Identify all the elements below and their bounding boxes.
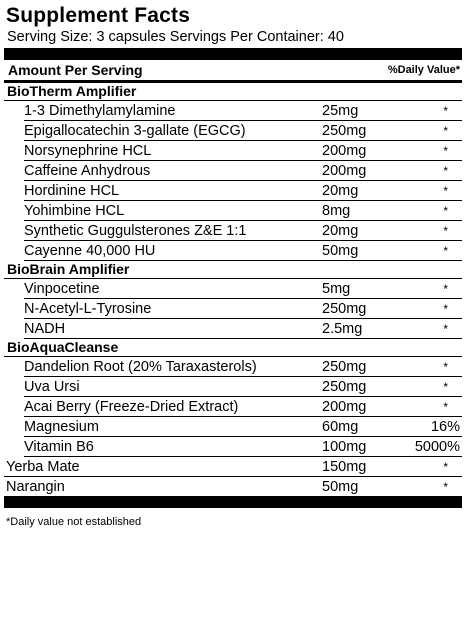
ingredient-daily-value: 5000% [414,438,460,455]
top-thick-divider [4,48,462,60]
ingredient-amount: 150mg [322,458,367,475]
ingredient-daily-value: * [443,301,448,316]
ingredient-amount: 50mg [322,478,359,495]
footnote: *Daily value not established [6,516,142,528]
ingredient-row [4,457,462,477]
ingredient-daily-value: * [443,399,448,414]
ingredient-amount: 60mg [322,418,359,435]
group-title: BioTherm Amplifier [4,83,462,101]
ingredient-row [24,417,462,437]
ingredient-name: NADH [24,320,66,337]
ingredient-name: N-Acetyl-L-Tyrosine [24,300,152,317]
ingredient-daily-value: * [443,479,448,494]
ingredient-daily-value: * [443,183,448,198]
ingredient-row [24,161,462,181]
amount-per-serving-label: Amount Per Serving [8,62,143,78]
ingredient-name: Cayenne 40,000 HU [24,242,156,259]
ingredient-row [24,397,462,417]
ingredient-daily-value: * [443,379,448,394]
ingredient-row [24,279,462,299]
ingredient-amount: 200mg [322,162,367,179]
ingredient-daily-value: 16% [430,418,460,435]
ingredient-amount: 2.5mg [322,320,363,337]
ingredient-daily-value: * [443,359,448,374]
ingredient-daily-value: * [443,223,448,238]
ingredient-name: Caffeine Anhydrous [24,162,151,179]
ingredient-row [24,319,462,339]
ingredient-name: Uva Ursi [24,378,80,395]
ingredient-row [24,121,462,141]
table-header [4,60,462,80]
ingredient-daily-value: * [443,123,448,138]
ingredient-name: Dandelion Root (20% Taraxasterols) [24,358,257,375]
ingredient-name: Norsynephrine HCL [24,142,152,159]
ingredient-amount: 8mg [322,202,351,219]
ingredient-row [24,241,462,261]
ingredient-amount: 200mg [322,142,367,159]
ingredient-name: Yerba Mate [6,458,80,475]
ingredient-name: Yohimbine HCL [24,202,125,219]
standalone-ingredients [4,457,462,496]
ingredient-daily-value: * [443,281,448,296]
ingredient-daily-value: * [443,459,448,474]
ingredient-amount: 250mg [322,378,367,395]
ingredient-amount: 50mg [322,242,359,259]
ingredient-amount: 250mg [322,122,367,139]
ingredient-name: 1-3 Dimethylamylamine [24,102,176,119]
ingredient-amount: 200mg [322,398,367,415]
ingredient-daily-value: * [443,143,448,158]
ingredient-row [24,181,462,201]
ingredient-row [24,221,462,241]
ingredient-name: Vitamin B6 [24,438,94,455]
ingredient-name: Synthetic Guggulsterones Z&E 1:1 [24,222,247,239]
daily-value-label: %Daily Value* [387,64,460,76]
ingredient-amount: 25mg [322,102,359,119]
ingredient-name: Epigallocatechin 3-gallate (EGCG) [24,122,246,139]
ingredient-amount: 100mg [322,438,367,455]
supplement-facts-panel [4,0,462,528]
ingredient-row [24,299,462,319]
ingredient-name: Acai Berry (Freeze-Dried Extract) [24,398,239,415]
ingredient-name: Narangin [6,478,65,495]
ingredient-amount: 250mg [322,358,367,375]
ingredient-name: Vinpocetine [24,280,100,297]
group-title: BioBrain Amplifier [4,261,462,279]
ingredient-amount: 20mg [322,222,359,239]
ingredient-name: Magnesium [24,418,99,435]
ingredient-daily-value: * [443,203,448,218]
bottom-thick-divider [4,496,462,508]
group-title: BioAquaCleanse [4,339,462,357]
ingredient-daily-value: * [443,163,448,178]
ingredient-name: Hordinine HCL [24,182,120,199]
ingredient-daily-value: * [443,103,448,118]
ingredient-daily-value: * [443,321,448,336]
ingredient-daily-value: * [443,243,448,258]
ingredient-amount: 5mg [322,280,351,297]
ingredient-row [4,477,462,496]
ingredient-row [24,437,462,457]
ingredient-row [24,101,462,121]
ingredient-amount: 250mg [322,300,367,317]
ingredient-groups [4,83,462,457]
serving-info: Serving Size: 3 capsules Servings Per Container: 40 [7,29,344,45]
panel-title: Supplement Facts [6,4,191,27]
ingredient-amount: 20mg [322,182,359,199]
ingredient-row [24,357,462,377]
ingredient-row [24,377,462,397]
ingredient-row [24,141,462,161]
ingredient-row [24,201,462,221]
